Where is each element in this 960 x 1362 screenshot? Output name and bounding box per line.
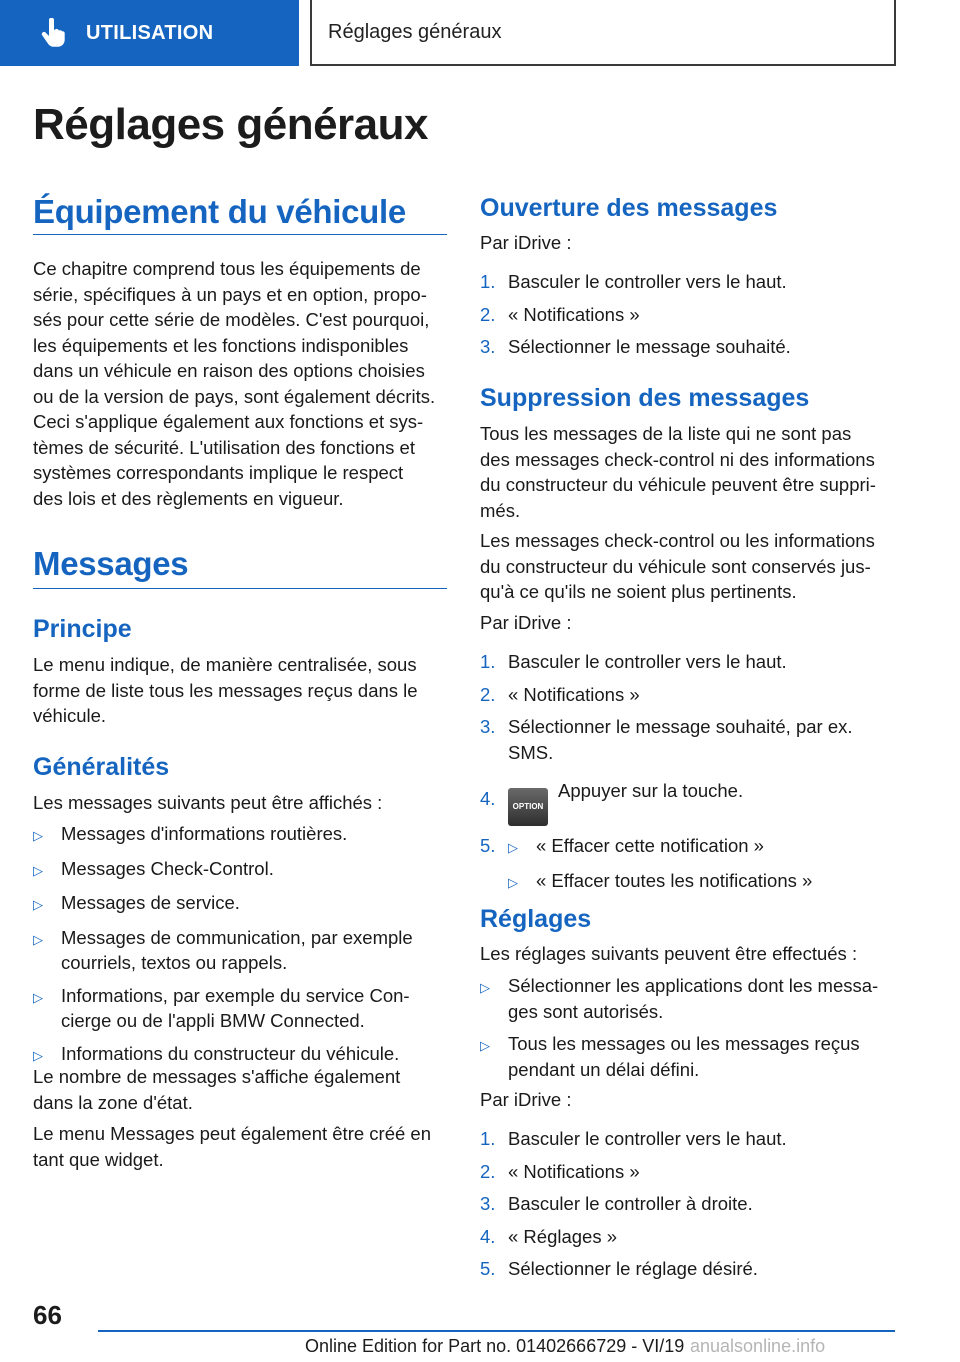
ouverture-steps: [480, 269, 895, 360]
widget-paragraph: Le menu Messages peut également être créé en tant que widget.: [33, 1123, 431, 1170]
triangle-bullet-icon: ▷: [33, 897, 43, 912]
list-item: ▷ « Effacer toutes les notifications »: [480, 868, 895, 896]
list-item: 1. Basculer le controller vers le haut.: [480, 1128, 787, 1149]
reglages-intro-2: Par iDrive :: [480, 1089, 572, 1110]
text-line: ou de la version de pays, sont également décrits.: [33, 385, 436, 407]
triangle-bullet-icon: ▷: [508, 874, 518, 890]
chapter-header: [310, 0, 896, 66]
text-line: tèmes de sécurité. L'utilisation des fonctions et: [33, 436, 415, 458]
list-item: 4. « Réglages »: [480, 1225, 618, 1247]
list-item: 3. Sélectionner le message souhaité, par ex. SMS.: [480, 716, 853, 763]
triangle-bullet-icon: ▷: [33, 989, 43, 1005]
triangle-bullet-icon: ▷: [480, 980, 490, 995]
heading-messages: Messages: [33, 545, 189, 582]
text-line: Ce chapitre comprend tous les équipements de: [33, 258, 421, 279]
list-item: 5. ▷ « Effacer cette notification »: [480, 833, 895, 861]
text-line: sés pour cette série de modèles. C'est pourquoi,: [33, 309, 430, 330]
footer-edition: Online Edition for Part no. 01402666729 - VI/19: [305, 1336, 685, 1356]
suppression-paragraph-1: Tous les messages de la liste qui ne sont pas des messages check-control ni des informations du constructeur du véhicule peuvent être suppri- més.: [480, 423, 876, 521]
heading-ouverture: Ouverture des messages: [480, 194, 778, 222]
section-tab-label: UTILISATION: [86, 21, 214, 44]
list-item: 4. OPTIONAppuyer sur la touche.: [480, 778, 895, 826]
text-line: Ceci s'applique également aux fonctions et sys-: [33, 411, 424, 432]
text-line: véhicule.: [33, 705, 107, 726]
list-item: 1. Basculer le controller vers le haut.: [480, 271, 787, 292]
list-item: ▷ Informations, par exemple du service Con- cierge ou de l'appli BMW Connected.: [33, 983, 447, 1034]
text-line: forme de liste tous les messages reçus dans le: [33, 679, 418, 701]
footer-watermark: anualsonline.info: [690, 1336, 826, 1356]
text-line: systèmes correspondants implique le respect: [33, 462, 404, 483]
page-title: Réglages généraux: [33, 100, 428, 149]
text-line: dans un véhicule en raison des options choisies: [33, 360, 425, 381]
list-item: ▷ Messages de communication, par exemple courriels, textos ou rappels.: [33, 925, 447, 976]
triangle-bullet-icon: ▷: [508, 840, 518, 855]
list-item: ▷ Tous les messages ou les messages reçus pendant un délai défini.: [480, 1031, 895, 1082]
heading-suppression: Suppression des messages: [480, 384, 810, 412]
list-item: 3. Basculer le controller à droite.: [480, 1193, 753, 1214]
list-item: ▷ Sélectionner les applications dont les messa- ges sont autorisés.: [480, 973, 895, 1024]
page-number: 66: [33, 1300, 62, 1330]
option-button-icon: OPTION: [508, 788, 548, 826]
suppression-steps: [480, 649, 895, 895]
heading-reglages: Réglages: [480, 905, 592, 933]
ouverture-intro: Par iDrive :: [480, 232, 572, 253]
triangle-bullet-icon: ▷: [33, 862, 43, 878]
list-item: 5. Sélectionner le réglage désiré.: [480, 1258, 758, 1279]
text-line: des lois et des règlements en vigueur.: [33, 487, 344, 509]
text-line: Le menu indique, de manière centralisée, sous: [33, 654, 417, 675]
principe-paragraph: [33, 652, 447, 729]
chapter-title: Réglages généraux: [328, 20, 502, 43]
reglages-list: [480, 973, 895, 1082]
etat-paragraph: Le nombre de messages s'affiche également dans la zone d'état.: [33, 1066, 401, 1113]
heading-rule: [33, 588, 447, 589]
triangle-bullet-icon: ▷: [33, 1047, 43, 1063]
reglages-steps: [480, 1126, 895, 1282]
list-item: ▷ Messages Check-Control.: [33, 856, 447, 884]
heading-generalites: Généralités: [33, 753, 170, 781]
heading-principe: Principe: [33, 615, 132, 643]
section-tab[interactable]: [0, 0, 299, 66]
triangle-bullet-icon: ▷: [33, 931, 43, 947]
heading-equipement: Équipement du véhicule: [33, 193, 406, 230]
suppression-intro: Par iDrive :: [480, 612, 572, 633]
triangle-bullet-icon: ▷: [480, 1038, 490, 1053]
hand-pointer-icon: [40, 18, 66, 48]
list-item: 3. Sélectionner le message souhaité.: [480, 336, 791, 357]
list-item: 2. « Notifications »: [480, 303, 640, 325]
list-item: ▷ Messages d'informations routières.: [33, 821, 447, 849]
list-item: 2. « Notifications »: [480, 1160, 640, 1182]
text-line: les équipements et les fonctions indisponibles: [33, 334, 409, 356]
list-item: ▷ Messages de service.: [33, 890, 447, 918]
triangle-bullet-icon: ▷: [33, 828, 43, 843]
text-line: série, spécifiques à un pays et en option, propo-: [33, 283, 427, 305]
equipement-paragraph: [33, 256, 447, 511]
suppression-paragraph-2: Les messages check-control ou les informations du constructeur du véhicule sont conservés jus- qu'à ce qu'ils ne soient plus pertinents.: [480, 530, 875, 602]
generalites-list: [33, 821, 447, 1068]
heading-rule: [33, 234, 447, 235]
list-item: ▷ Informations du constructeur du véhicule.: [33, 1041, 447, 1069]
generalites-intro: Les messages suivants peut être affichés :: [33, 792, 383, 813]
list-item: 1. Basculer le controller vers le haut.: [480, 651, 787, 672]
reglages-intro: Les réglages suivants peuvent être effectués :: [480, 943, 858, 964]
list-item: 2. « Notifications »: [480, 683, 640, 705]
footer-rule: [98, 1330, 895, 1332]
